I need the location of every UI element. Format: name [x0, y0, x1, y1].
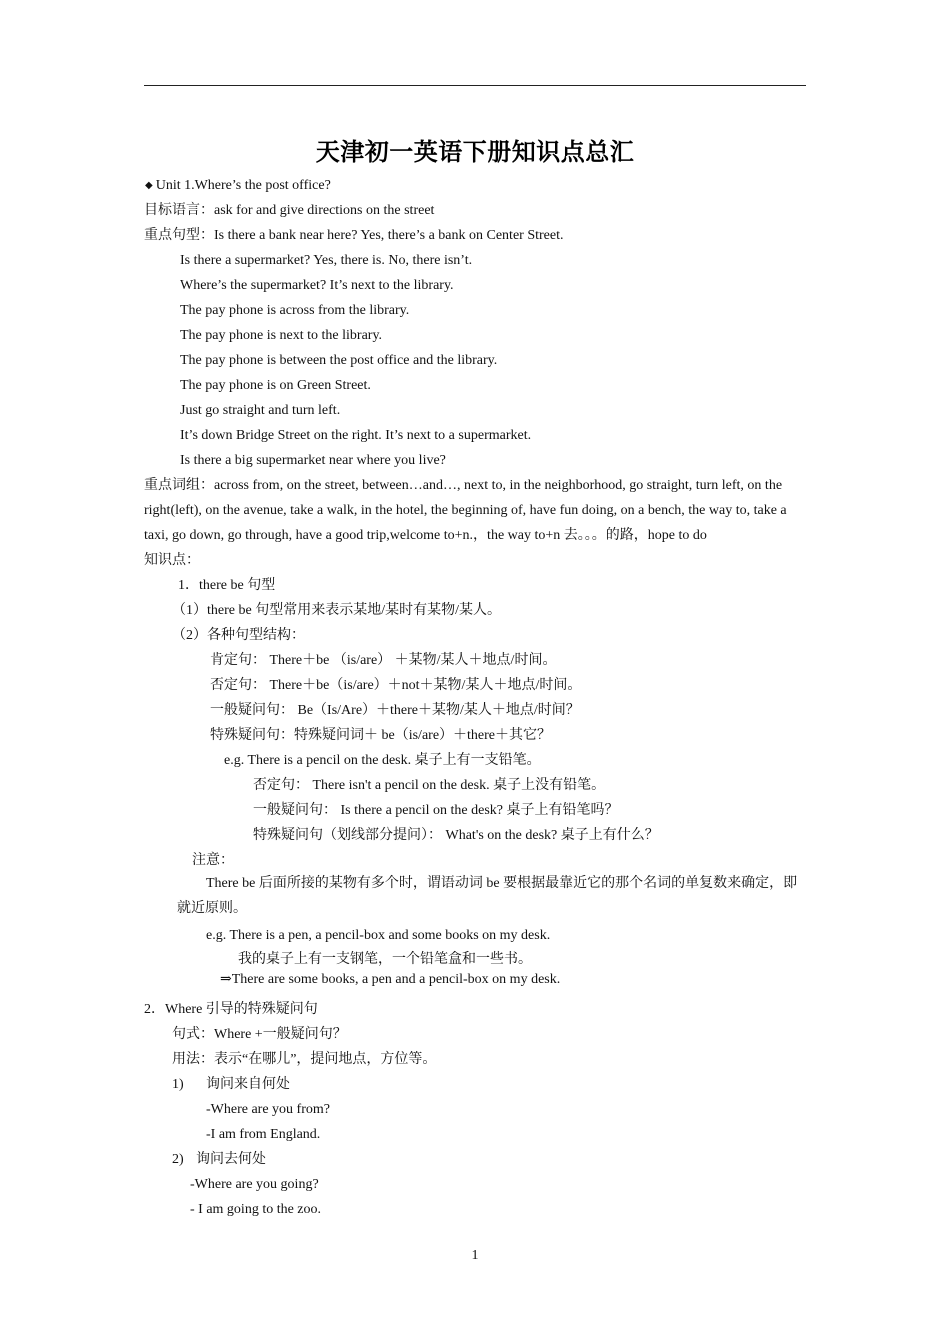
diamond-bullet-icon: ◆: [145, 180, 153, 191]
sub1-answer: -I am from England.: [206, 1127, 321, 1142]
affirmative-structure: 肯定句： There＋be （is/are） ＋某物/某人＋地点/时间。: [210, 653, 557, 668]
key-sentence: It’s down Bridge Street on the right. It’s next to a supermarket.: [180, 428, 532, 443]
sub1-question: -Where are you from?: [206, 1102, 330, 1117]
example-sentence: e.g. There is a pencil on the desk. 桌子上有一支铅笔。: [224, 753, 541, 768]
sub2-number: 2): [172, 1152, 184, 1167]
example-negative: 否定句： There isn't a pencil on the desk. 桌子上没有铅笔。: [253, 778, 606, 793]
key-sentence: The pay phone is across from the library.: [180, 303, 410, 318]
sub1-number: 1): [172, 1077, 184, 1092]
note-example: e.g. There is a pen, a pencil-box and some books on my desk.: [206, 928, 551, 943]
point2-pattern: 句式：Where +一般疑问句？: [172, 1027, 347, 1042]
sub2-answer: - I am going to the zoo.: [190, 1202, 322, 1217]
point2-title: 2．Where 引导的特殊疑问句: [144, 1002, 318, 1017]
note-example-alternative: ⇒There are some books, a pen and a pencil-box on my desk.: [220, 972, 561, 987]
special-question-structure: 特殊疑问句：特殊疑问词＋ be（is/are）＋there＋其它？: [210, 728, 552, 743]
point2-usage: 用法：表示“在哪儿”，提问地点，方位等。: [172, 1052, 437, 1067]
point1-item2: （2）各种句型结构：: [172, 628, 305, 643]
example-special-question: 特殊疑问句（划线部分提问）： What's on the desk? 桌子上有什么？: [253, 828, 659, 843]
key-sentences-lead: 重点句型：Is there a bank near here? Yes, there’s a bank on Center Street.: [144, 228, 564, 243]
key-sentence: Just go straight and turn left.: [180, 403, 341, 418]
key-sentence: Is there a big supermarket near where you live?: [180, 453, 446, 468]
key-sentence: The pay phone is next to the library.: [180, 328, 383, 343]
sub1-title: 询问来自何处: [206, 1077, 290, 1092]
negative-structure: 否定句： There＋be（is/are）＋not＋某物/某人＋地点/时间。: [210, 678, 582, 693]
key-sentence: Where’s the supermarket? It’s next to the library.: [180, 278, 454, 293]
general-question-structure: 一般疑问句： Be（Is/Are）＋there＋某物/某人＋地点/时间？: [210, 703, 580, 718]
key-phrases: 重点词组：across from, on the street, between…and…, next to, in the neighborhood, go straight, turn left, on the right(left), on the avenue, take a walk, in the hotel, the beginning of, have fun doing, on a bench, the way to, take a taxi, go down, go through, have a good trip,welcome to+n.，the way to+n 去。。。的路，hope to do: [144, 478, 787, 543]
note-example-translation: 我的桌子上有一支钢笔，一个铅笔盒和一些书。: [238, 952, 532, 967]
note-label: 注意：: [192, 853, 234, 868]
key-sentence: Is there a supermarket? Yes, there is. No, there isn’t.: [180, 253, 473, 268]
sub2-title: 询问去何处: [196, 1152, 266, 1167]
page-title: 天津初一英语下册知识点总汇: [315, 138, 635, 166]
unit-heading: [145, 177, 331, 196]
example-general-question: 一般疑问句： Is there a pencil on the desk? 桌子上有铅笔吗？: [253, 803, 619, 818]
sub2-question: -Where are you going?: [190, 1177, 319, 1192]
point1-title: 1．there be 句型: [178, 578, 276, 593]
page-number: 1: [471, 1248, 479, 1263]
header-rule: [144, 85, 806, 86]
point1-item1: （1）there be 句型常用来表示某地/某时有某物/某人。: [172, 603, 501, 618]
key-sentence: The pay phone is between the post office and the library.: [180, 353, 498, 368]
knowledge-label: 知识点：: [144, 553, 200, 568]
key-sentence: The pay phone is on Green Street.: [180, 378, 371, 393]
goal-line: 目标语言：ask for and give directions on the street: [144, 203, 435, 218]
note-text: There be 后面所接的某物有多个时，谓语动词 be 要根据最靠近它的那个名词的单复数来确定，即就近原则。: [177, 876, 798, 916]
unit-heading-text: Unit 1.Where’s the post office?: [155, 178, 331, 193]
